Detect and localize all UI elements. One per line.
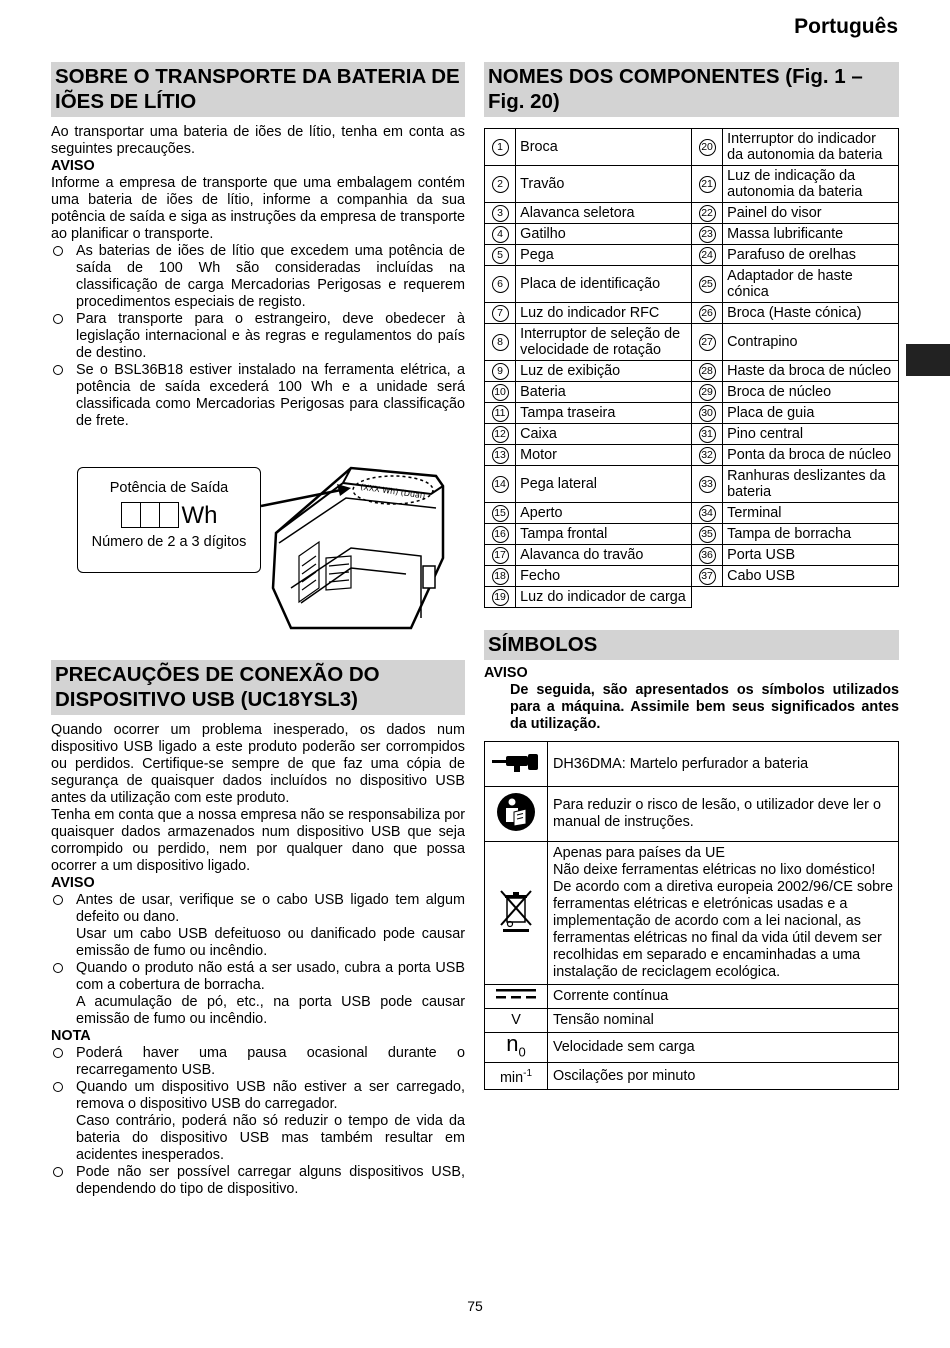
- digit-box: [159, 502, 179, 528]
- component-row: [485, 445, 899, 466]
- usb-paragraph-2: Tenha em conta que a nossa empresa não se responsabiliza por quaisquer dados armazenados num dispositivo USB que seja corrompido ou perdido, nem por qualquer dano que possa ocorrer a um dispositivo ligado.: [51, 807, 465, 874]
- output-power-callout: [77, 467, 261, 573]
- usb-warning-bullet: [51, 960, 465, 1028]
- component-number-circle: 2: [492, 176, 509, 193]
- component-number-circle: 19: [492, 589, 509, 606]
- component-name: Aperto: [516, 503, 692, 524]
- component-number: [485, 203, 516, 224]
- usb-title: PRECAUÇÕES DE CONEXÃO DO DISPOSITIVO USB (UC18YSL3): [51, 660, 465, 715]
- empty-cell: [691, 587, 898, 608]
- component-number-circle: 8: [492, 334, 509, 351]
- component-number-circle: 7: [492, 305, 509, 322]
- component-number: [485, 466, 516, 503]
- min-superscript: -1: [523, 1068, 533, 1080]
- component-number-circle: 25: [699, 276, 716, 293]
- component-number: [485, 303, 516, 324]
- component-number-circle: 36: [699, 547, 716, 564]
- component-name: Placa de guia: [723, 403, 899, 424]
- component-number-circle: 24: [699, 247, 716, 264]
- component-name: Alavanca seletora: [516, 203, 692, 224]
- component-number: [485, 566, 516, 587]
- component-name: Haste da broca de núcleo: [723, 361, 899, 382]
- symbol-text: Corrente contínua: [548, 985, 899, 1009]
- wh-unit: Wh: [181, 502, 218, 529]
- symbol-row: [485, 742, 899, 787]
- read-manual-icon: [485, 787, 548, 842]
- component-name: Tampa traseira: [516, 403, 692, 424]
- symbol-text: Oscilações por minuto: [548, 1063, 899, 1090]
- component-row: [485, 466, 899, 503]
- component-number-circle: 34: [699, 505, 716, 522]
- component-number-circle: 17: [492, 547, 509, 564]
- component-number-circle: 10: [492, 384, 509, 401]
- component-number: [691, 166, 722, 203]
- component-number-circle: 32: [699, 447, 716, 464]
- symbol-row: [485, 1009, 899, 1033]
- component-number: [485, 324, 516, 361]
- component-name: Interruptor de seleção de velocidade de rotação: [516, 324, 692, 361]
- component-name: Terminal: [723, 503, 899, 524]
- component-number-circle: 11: [492, 405, 509, 422]
- component-name: Adaptador de haste cónica: [723, 266, 899, 303]
- component-row: [485, 203, 899, 224]
- component-number: [691, 266, 722, 303]
- bullet-main: Antes de usar, verifique se o cabo USB ligado tem algum defeito ou dano.: [76, 892, 465, 925]
- component-row: [485, 566, 899, 587]
- usb-note-bullet: [51, 1164, 465, 1198]
- component-number-circle: 22: [699, 205, 716, 222]
- component-number: [485, 424, 516, 445]
- symbol-text: Para reduzir o risco de lesão, o utilizador deve ler o manual de instruções.: [548, 787, 899, 842]
- component-name: Pega lateral: [516, 466, 692, 503]
- transport-warning-text: Informe a empresa de transporte que uma embalagem contém uma bateria de iões de lítio, informe a companhia da sua potência de saída e siga as instruções da empresa de transporte ao planificar o transporte.: [51, 175, 465, 242]
- component-number-circle: 3: [492, 205, 509, 222]
- n-symbol: n: [506, 1031, 519, 1056]
- component-number-circle: 12: [492, 426, 509, 443]
- component-number: [485, 545, 516, 566]
- component-row: [485, 382, 899, 403]
- symbol-text: Velocidade sem carga: [548, 1033, 899, 1063]
- symbol-text: DH36DMA: Martelo perfurador a bateria: [548, 742, 899, 787]
- right-column: [484, 62, 899, 1090]
- component-row: [485, 524, 899, 545]
- component-name: Tampa frontal: [516, 524, 692, 545]
- bullet-main: Quando o produto não está a ser usado, cubra a porta USB com a cobertura de borracha.: [76, 960, 465, 993]
- component-number: [691, 382, 722, 403]
- component-number: [485, 587, 516, 608]
- component-number: [691, 129, 722, 166]
- component-number: [691, 445, 722, 466]
- component-number: [691, 466, 722, 503]
- component-number-circle: 31: [699, 426, 716, 443]
- usb-warning-bullet: [51, 892, 465, 960]
- component-name: Tampa de borracha: [723, 524, 899, 545]
- component-number: [485, 382, 516, 403]
- component-row: [485, 245, 899, 266]
- component-name: Motor: [516, 445, 692, 466]
- symbols-intro: De seguida, são apresentados os símbolos utilizados para a máquina. Assimile bem seus significados antes da utilização.: [510, 682, 899, 732]
- component-number: [485, 129, 516, 166]
- components-table: [484, 128, 899, 608]
- component-name: Ranhuras deslizantes da bateria: [723, 466, 899, 503]
- transport-bullet: Se o BSL36B18 estiver instalado na ferramenta elétrica, a potência de saída excederá 100 Wh e a unidade será classificada como Mercadorias Perigosas para classificação de frete.: [51, 362, 465, 430]
- component-name: Caixa: [516, 424, 692, 445]
- symbol-text: Tensão nominal: [548, 1009, 899, 1033]
- component-number-circle: 16: [492, 526, 509, 543]
- component-row: [485, 545, 899, 566]
- transport-bullet: As baterias de iões de lítio que excedem uma potência de saída de 100 Wh são consideradas incluídas na classificação de carga Mercadorias Perigosas e requerem procedimentos especiais de registo.: [51, 243, 465, 311]
- component-name: Porta USB: [723, 545, 899, 566]
- component-number-circle: 23: [699, 226, 716, 243]
- component-name: Painel do visor: [723, 203, 899, 224]
- component-number: [691, 361, 722, 382]
- usb-note-bullet: [51, 1079, 465, 1164]
- component-row: [485, 303, 899, 324]
- transport-warning-label: AVISO: [51, 158, 95, 174]
- bullet-main: Pode não ser possível carregar alguns dispositivos USB, dependendo do tipo de dispositivo.: [76, 1164, 465, 1197]
- symbols-warning-label: AVISO: [484, 665, 528, 681]
- component-number: [485, 524, 516, 545]
- component-name: Bateria: [516, 382, 692, 403]
- bullet-sub: Caso contrário, poderá não só reduzir o tempo de vida da bateria do dispositivo USB mas também resultar em acidentes inesperados.: [76, 1113, 465, 1163]
- component-row: [485, 424, 899, 445]
- component-number: [485, 403, 516, 424]
- component-name: Contrapino: [723, 324, 899, 361]
- output-power-label: Potência de Saída: [109, 480, 229, 496]
- usb-warning-label: AVISO: [51, 875, 95, 891]
- component-name: Cabo USB: [723, 566, 899, 587]
- component-number-circle: 27: [699, 334, 716, 351]
- symbols-table: [484, 741, 899, 1090]
- component-name: Parafuso de orelhas: [723, 245, 899, 266]
- component-number-circle: 30: [699, 405, 716, 422]
- component-number-circle: 15: [492, 505, 509, 522]
- component-name: Gatilho: [516, 224, 692, 245]
- symbol-row: [485, 1063, 899, 1090]
- component-row: [485, 224, 899, 245]
- component-number: [691, 224, 722, 245]
- battery-figure: [51, 438, 465, 638]
- component-name: Broca: [516, 129, 692, 166]
- min-symbol: min: [499, 1070, 524, 1087]
- component-number: [485, 503, 516, 524]
- transport-intro: Ao transportar uma bateria de iões de lítio, tenha em conta as seguintes precauções.: [51, 124, 465, 157]
- components-title: NOMES DOS COMPONENTES (Fig. 1 – Fig. 20): [484, 62, 899, 117]
- page-language: Português: [794, 15, 898, 38]
- component-number: [485, 266, 516, 303]
- n-subscript: 0: [518, 1044, 526, 1060]
- component-number-circle: 35: [699, 526, 716, 543]
- component-row: [485, 361, 899, 382]
- bullet-sub: Usar um cabo USB defeituoso ou danificado pode causar emissão de fumo ou incêndio.: [76, 926, 465, 959]
- component-name: Fecho: [516, 566, 692, 587]
- component-name: Pega: [516, 245, 692, 266]
- component-number: [485, 445, 516, 466]
- component-row: [485, 324, 899, 361]
- component-row: [485, 503, 899, 524]
- component-number-circle: 37: [699, 568, 716, 585]
- crossed-bin-icon: [485, 842, 548, 985]
- transport-title: SOBRE O TRANSPORTE DA BATERIA DE IÕES DE LÍTIO: [51, 62, 465, 117]
- component-name: Placa de identificação: [516, 266, 692, 303]
- component-number-circle: 29: [699, 384, 716, 401]
- component-name: Luz do indicador de carga: [516, 587, 692, 608]
- per-minute-symbol: [485, 1063, 548, 1090]
- bullet-sub: A acumulação de pó, etc., na porta USB pode causar emissão de fumo ou incêndio.: [76, 994, 465, 1027]
- usb-warning-bullets: [51, 892, 465, 1028]
- component-number-circle: 20: [699, 139, 716, 156]
- component-name: Pino central: [723, 424, 899, 445]
- wh-digit-boxes: [78, 502, 260, 528]
- left-column: [51, 62, 465, 1198]
- direct-current-icon: [485, 985, 548, 1009]
- component-name: Travão: [516, 166, 692, 203]
- component-number: [485, 361, 516, 382]
- component-row: [485, 129, 899, 166]
- component-number-circle: 6: [492, 276, 509, 293]
- symbol-text: Apenas para países da UE Não deixe ferramentas elétricas no lixo doméstico! De acordo com a diretiva europeia 2002/96/CE sobre ferramentas elétricas e eletrónicas usadas e a implementação de acordo com a lei nacional, as ferramentas elétricas no final da vida útil devem ser recolhidas em separado e encaminhadas a uma instalação de reciclagem ecológica.: [548, 842, 899, 985]
- component-number: [691, 324, 722, 361]
- component-name: Luz de exibição: [516, 361, 692, 382]
- hammer-drill-icon: [485, 742, 548, 787]
- digits-label: Número de 2 a 3 dígitos: [91, 534, 247, 550]
- symbols-title: SÍMBOLOS: [484, 630, 899, 660]
- digit-box: [140, 502, 160, 528]
- component-number: [691, 403, 722, 424]
- no-load-speed-symbol: [485, 1033, 548, 1063]
- component-name: Massa lubrificante: [723, 224, 899, 245]
- component-number-circle: 18: [492, 568, 509, 585]
- component-row: [485, 266, 899, 303]
- component-number: [485, 166, 516, 203]
- symbol-row: [485, 985, 899, 1009]
- component-row: [485, 166, 899, 203]
- bullet-main: Quando um dispositivo USB não estiver a ser carregado, remova o dispositivo USB do carregador.: [76, 1079, 465, 1112]
- component-number: [691, 545, 722, 566]
- component-number-circle: 28: [699, 363, 716, 380]
- component-name: Ponta da broca de núcleo: [723, 445, 899, 466]
- component-name: Luz de indicação da autonomia da bateria: [723, 166, 899, 203]
- component-number-circle: 26: [699, 305, 716, 322]
- transport-bullet: Para transporte para o estrangeiro, deve obedecer à legislação internacional e às regras e regulamentos do país de destino.: [51, 311, 465, 362]
- usb-paragraph-1: Quando ocorrer um problema inesperado, os dados num dispositivo USB ligado a este produto poderão ser corrompidos ou perdidos. Certifique-se sempre de que faz uma cópia de segurança de quaisquer dados incluídos no dispositivo USB antes da utilização com este produto.: [51, 722, 465, 806]
- component-name: Luz do indicador RFC: [516, 303, 692, 324]
- bullet-main: Poderá haver uma pausa ocasional durante o recarregamento USB.: [76, 1045, 465, 1078]
- component-number-circle: 5: [492, 247, 509, 264]
- voltage-symbol: V: [485, 1009, 548, 1033]
- battery-label-text: (XXX Wh) (Dual): [359, 482, 426, 501]
- component-row: [485, 403, 899, 424]
- component-number-circle: 1: [492, 139, 509, 156]
- component-number: [485, 245, 516, 266]
- component-number-circle: 21: [699, 176, 716, 193]
- usb-note-bullet: [51, 1045, 465, 1079]
- component-name: Broca de núcleo: [723, 382, 899, 403]
- digit-box: [121, 502, 141, 528]
- component-number-circle: 13: [492, 447, 509, 464]
- component-number-circle: 4: [492, 226, 509, 243]
- component-number: [691, 203, 722, 224]
- symbol-row: [485, 1033, 899, 1063]
- component-number-circle: 14: [492, 476, 509, 493]
- component-name: Broca (Haste cónica): [723, 303, 899, 324]
- component-number: [691, 566, 722, 587]
- transport-bullets: [51, 243, 465, 430]
- usb-note-label: NOTA: [51, 1028, 91, 1044]
- usb-note-bullets: [51, 1045, 465, 1198]
- component-number: [691, 245, 722, 266]
- component-number: [691, 303, 722, 324]
- component-number: [691, 524, 722, 545]
- component-number: [691, 424, 722, 445]
- language-tab-marker: [906, 344, 950, 376]
- symbol-row: [485, 842, 899, 985]
- component-number-circle: 33: [699, 476, 716, 493]
- symbol-row: [485, 787, 899, 842]
- page-number: 75: [467, 1298, 483, 1314]
- component-number: [691, 503, 722, 524]
- component-name: Interruptor do indicador da autonomia da bateria: [723, 129, 899, 166]
- component-number-circle: 9: [492, 363, 509, 380]
- component-name: Alavanca do travão: [516, 545, 692, 566]
- component-row: [485, 587, 899, 608]
- component-number: [485, 224, 516, 245]
